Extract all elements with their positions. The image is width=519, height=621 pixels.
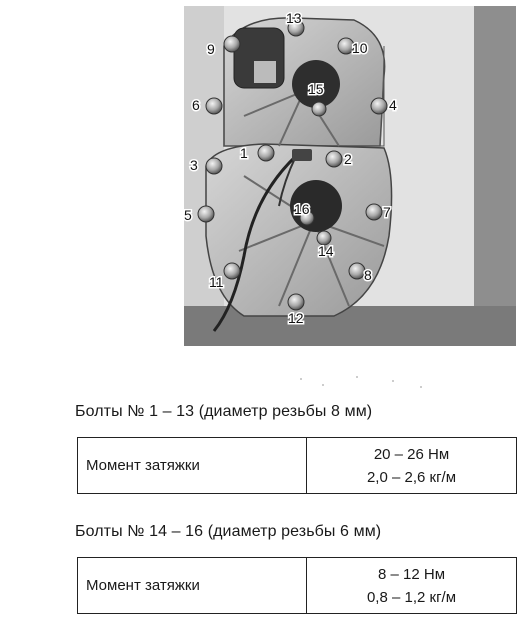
bolt-label-1: 1 bbox=[240, 145, 248, 161]
bolt-label-8: 8 bbox=[364, 267, 372, 283]
scan-speck bbox=[322, 384, 324, 386]
torque-value-kgm: 2,0 – 2,6 кг/м bbox=[366, 468, 457, 486]
bolt-label-9: 9 bbox=[207, 41, 215, 57]
bolt-label-13: 13 bbox=[286, 10, 302, 26]
bolt-label-10: 10 bbox=[352, 40, 368, 56]
section2-title: Болты № 14 – 16 (диаметр резьбы 6 мм) bbox=[75, 523, 382, 540]
bolt-label-4: 4 bbox=[389, 97, 397, 113]
bolt-diagram bbox=[184, 6, 516, 346]
bolt-label-11: 11 bbox=[209, 274, 224, 290]
section1-title: Болты № 1 – 13 (диаметр резьбы 8 мм) bbox=[75, 403, 373, 420]
bolt-label-14: 14 bbox=[318, 243, 334, 259]
torque-value-nm: 8 – 12 Нм bbox=[377, 565, 446, 583]
bolt-label-15: 15 bbox=[308, 81, 324, 97]
torque-values bbox=[307, 438, 517, 494]
bolt-label-12: 12 bbox=[288, 310, 304, 326]
engine-cover-photo bbox=[184, 6, 516, 346]
scan-speck bbox=[420, 386, 422, 388]
torque-label: Момент затяжки bbox=[78, 558, 307, 614]
torque-value-kgm: 0,8 – 1,2 кг/м bbox=[366, 588, 457, 606]
bolt-label-3: 3 bbox=[190, 157, 198, 173]
torque-value-nm: 20 – 26 Нм bbox=[373, 445, 450, 463]
section2-torque-table bbox=[77, 557, 517, 614]
torque-values bbox=[307, 558, 517, 614]
bolt-label-7: 7 bbox=[383, 204, 391, 220]
scan-speck bbox=[300, 378, 302, 380]
table-row bbox=[78, 438, 517, 494]
torque-label: Момент затяжки bbox=[78, 438, 307, 494]
bolt-label-5: 5 bbox=[184, 207, 192, 223]
bolt-label-6: 6 bbox=[192, 97, 200, 113]
section1-torque-table bbox=[77, 437, 517, 494]
table-row bbox=[78, 558, 517, 614]
scan-speck bbox=[356, 376, 358, 378]
bolt-label-16: 16 bbox=[294, 201, 310, 217]
bolt-label-2: 2 bbox=[344, 151, 352, 167]
scan-speck bbox=[392, 380, 394, 382]
